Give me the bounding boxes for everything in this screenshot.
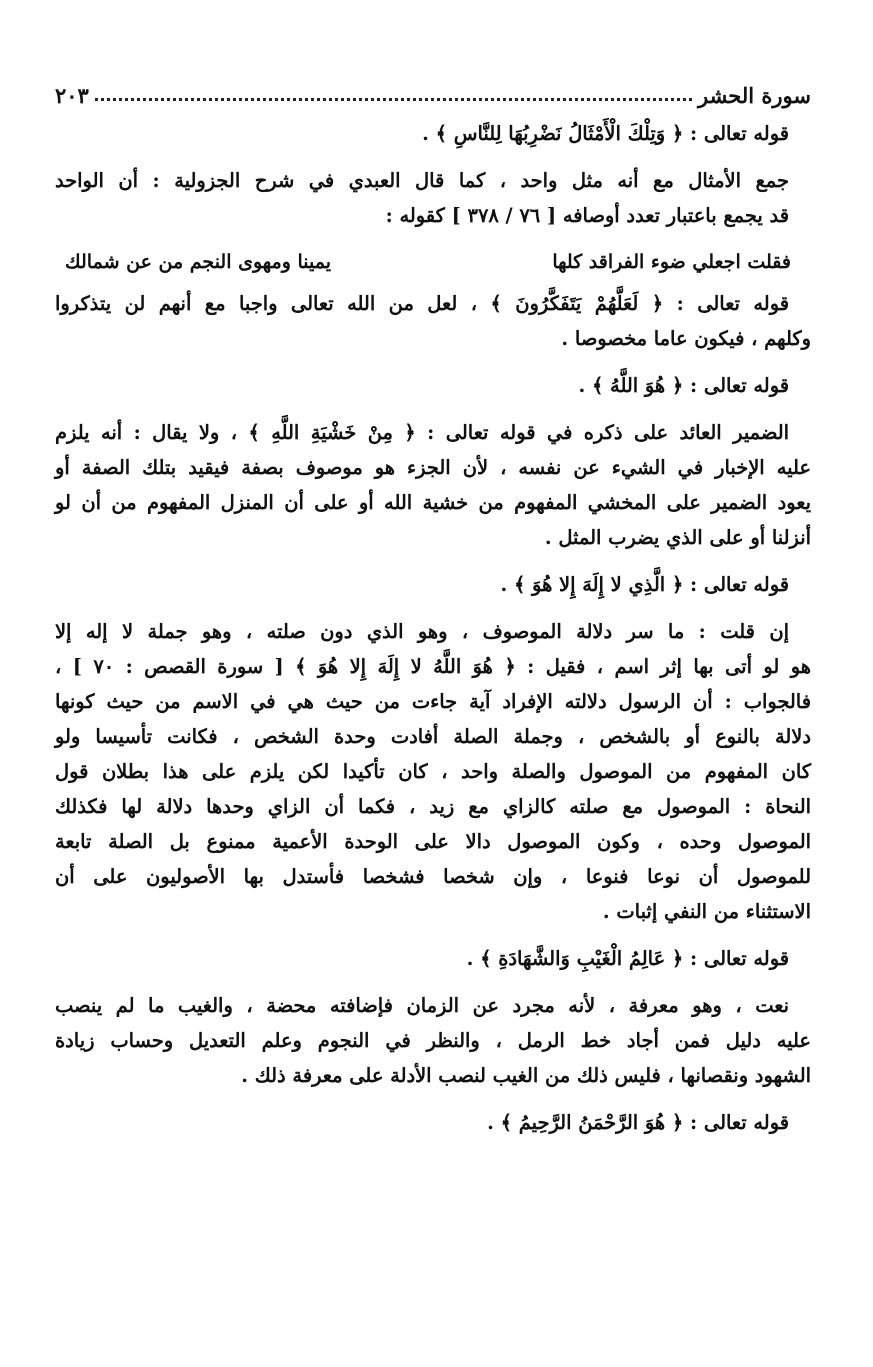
- commentary-paragraph: إن قلت : ما سر دلالة الموصوف ، وهو الذي دون صلته ، وهو جملة لا إله إلا هو لو أتى بها إثر اسم ، فقيل : ﴿ هُوَ اللَّهُ لا إِلَهَ إِلا هُوَ ﴾ [ سورة القصص : ٧٠ ] ، فالجواب : أن الرسول دلالته الإفراد آية جاءت من حيث هي في الاسم من حيث كونها دلالة بالنوع أو بالشخص ، وجملة الصلة أفادت وحدة الشخص ، فكانت تأسيسا ولو كان المفهوم من الموصول والصلة واحد ، كان تأكيدا لكن يلزم على هذا بطلان قول النحاة : الموصول مع صلته كالزاي مع زيد ، فكما أن الزاي وحدها دلالة لها فكذلك الموصول وحده ، وكون الموصول دالا على الوحدة الأعمية ممنوع بل الصلة تابعة للموصول أن نوعا فنوعا ، وإن شخصا فشخصا فأستدل بها الأصوليون على أن الاستثناء من النفي إثبات .: [55, 620, 811, 923]
- surah-title: سورة الحشر: [697, 83, 811, 108]
- verse-heading: قوله تعالى : ﴿ هُوَ الرَّحْمَنُ الرَّحِيمُ ﴾ .: [487, 1111, 789, 1134]
- commentary-paragraph: قوله تعالى : ﴿ لَعَلَّهُمْ يَتَفَكَّرُونَ ﴾ ، لعل من الله تعالى واجبا مع أنهم لن يتذكروا وكلهم ، فيكون عاما مخصوصا .: [55, 292, 811, 350]
- verse-heading: قوله تعالى : ﴿ الَّذِي لا إِلَهَ إِلا هُوَ ﴾ .: [500, 573, 789, 596]
- running-header: [55, 74, 811, 108]
- verse-heading: قوله تعالى : ﴿ هُوَ اللَّهُ ﴾ .: [578, 374, 789, 397]
- poetry-verse: [55, 245, 811, 280]
- commentary-paragraph: جمع الأمثال مع أنه مثل واحد ، كما قال العبدي في شرح الجزولية : أن الواحد قد يجمع باعتبار تعدد أوصافه [ ٧٦ / ٣٧٨ ] كقوله :: [55, 169, 789, 227]
- commentary-paragraph: الضمير العائد على ذكره في قوله تعالى : ﴿ مِنْ خَشْيَةِ اللَّهِ ﴾ ، ولا يقال : أنه يلزم عليه الإخبار في الشيء عن نفسه ، لأن الجزء هو موصوف بصفة فيقيد بتلك الصفة أو يعود الضمير على المخشي المفهوم من خشية الله أو على أن المنزل المفهوم من أن لو أنزلنا أو على الذي يضرب المثل .: [55, 421, 811, 549]
- page-body: [55, 116, 811, 1140]
- page-number: ٢٠٣: [55, 83, 89, 108]
- verse-hemistich-first: فقلت اجعلي ضوء الفراقد كلها: [552, 251, 791, 273]
- verse-hemistich-second: يمينا ومهوى النجم من عن شمالك: [65, 251, 332, 273]
- verse-heading: قوله تعالى : ﴿ وَتِلْكَ الْأَمْثَالُ نَضْرِبُهَا لِلنَّاسِ ﴾ .: [422, 122, 789, 145]
- commentary-paragraph: نعت ، وهو معرفة ، لأنه مجرد عن الزمان فإضافته محضة ، والغيب ما لم ينصب عليه دليل فمن أجاد خط الرمل ، والنظر في النجوم وعلم التعديل وحساب زيادة الشهود ونقصانها ، فليس ذلك من الغيب لنصب الأدلة على معرفة ذلك .: [55, 994, 811, 1087]
- verse-heading: قوله تعالى : ﴿ عَالِمُ الْغَيْبِ وَالشَّهَادَةِ ﴾ .: [466, 947, 789, 970]
- header-dotted-leader: [95, 98, 692, 101]
